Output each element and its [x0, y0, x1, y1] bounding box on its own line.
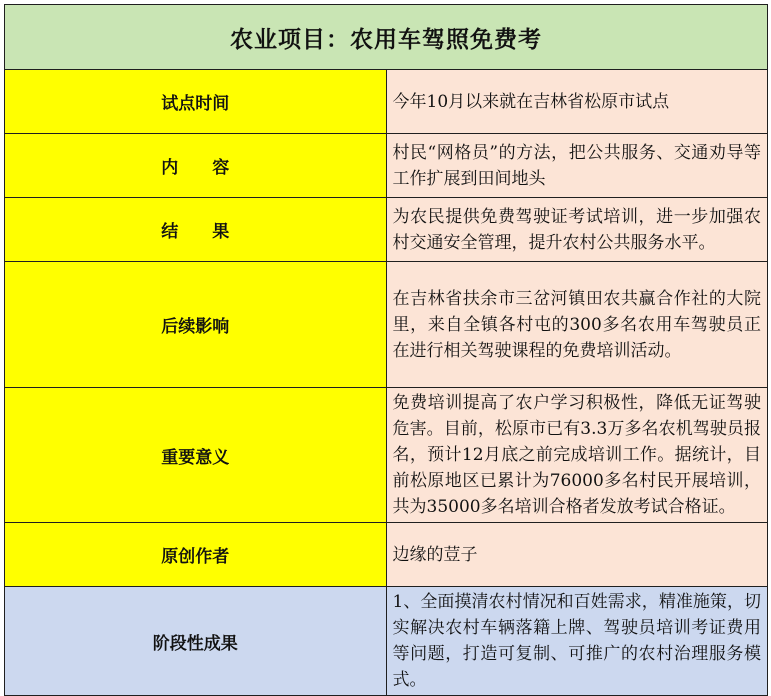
value-author: 边缘的荳子 [386, 523, 768, 587]
row-content [5, 134, 768, 198]
row-follow-up-impact [5, 262, 768, 388]
label-follow-up-impact: 后续影响 [5, 262, 387, 388]
value-pilot-time: 今年10月以来就在吉林省松原市试点 [386, 70, 768, 134]
value-content: 村民“网格员”的方法，把公共服务、交通劝导等工作扩展到田间地头 [386, 134, 768, 198]
title-row [5, 5, 768, 70]
row-pilot-time [5, 70, 768, 134]
project-table [4, 4, 768, 696]
label-pilot-time: 试点时间 [5, 70, 387, 134]
label-stage-results: 阶段性成果 [5, 587, 387, 696]
row-stage-results [5, 587, 768, 696]
row-author [5, 523, 768, 587]
value-result: 为农民提供免费驾驶证考试培训，进一步加强农村交通安全管理，提升农村公共服务水平。 [386, 198, 768, 262]
label-content: 内 容 [5, 134, 387, 198]
table-title: 农业项目：农用车驾照免费考 [5, 5, 768, 70]
row-significance [5, 388, 768, 523]
value-follow-up-impact: 在吉林省扶余市三岔河镇田农共赢合作社的大院里，来自全镇各村屯的300多名农用车驾驶员正在进行相关驾驶课程的免费培训活动。 [386, 262, 768, 388]
label-result: 结 果 [5, 198, 387, 262]
value-stage-results: 1、全面摸清农村情况和百姓需求，精准施策，切实解决农村车辆落籍上牌、驾驶员培训考证费用等问题，打造可复制、可推广的农村治理服务模式。 [386, 587, 768, 696]
label-significance: 重要意义 [5, 388, 387, 523]
value-significance: 免费培训提高了农户学习积极性，降低无证驾驶危害。目前，松原市已有3.3万多名农机驾驶员报名，预计12月底之前完成培训工作。据统计，目前松原地区已累计为76000多名村民开展培训，共为35000多名培训合格者发放考试合格证。 [386, 388, 768, 523]
label-author: 原创作者 [5, 523, 387, 587]
row-result [5, 198, 768, 262]
